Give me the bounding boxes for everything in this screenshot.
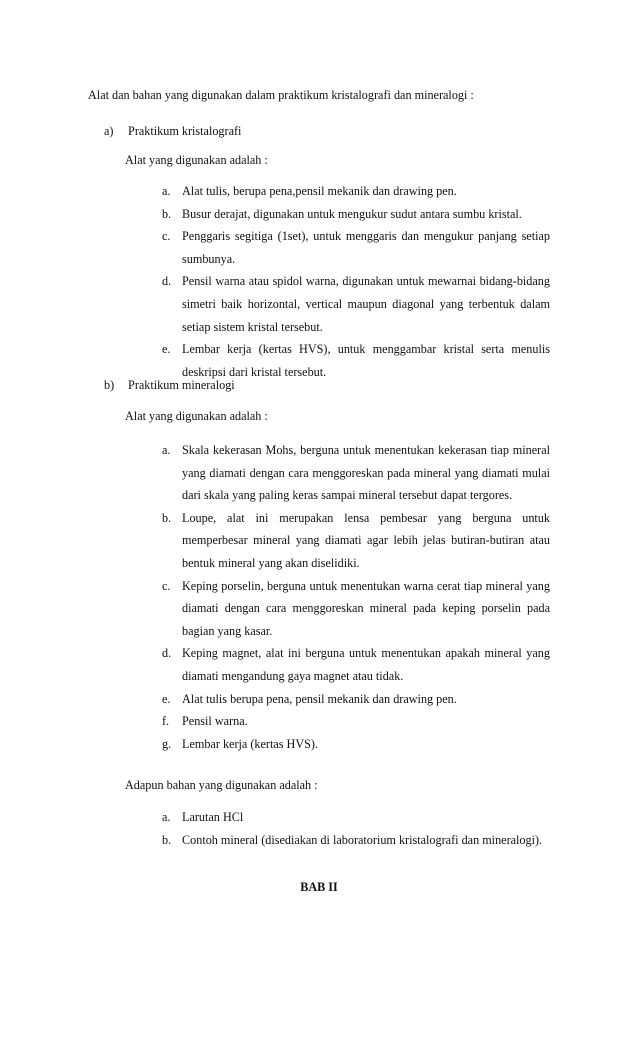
list-item: d. Keping magnet, alat ini berguna untuk menentukan apakah mineral yang diamati mengandung gaya magnet atau tidak. (162, 646, 550, 683)
list-item: b. Busur derajat, digunakan untuk mengukur sudut antara sumbu kristal. (162, 206, 522, 221)
list-item: g. Lembar kerja (kertas HVS). (162, 736, 319, 751)
list-item: c. Keping porselin, berguna untuk menentukan warna cerat tiap mineral yang diamati dengan cara menggoreskan mineral pada keping porselin pada bagian yang kasar. (162, 578, 550, 638)
list-item: e. Lembar kerja (kertas HVS), untuk menggambar kristal serta menulis deskripsi dari kristal tersebut. (162, 342, 550, 379)
materials-subtitle: Adapun bahan yang digunakan adalah : (125, 778, 318, 792)
list-item: a. Skala kekerasan Mohs, berguna untuk menentukan kekerasan tiap mineral yang diamati dengan cara menggoreskan pada mineral yang diamati mulai dari skala yang paling keras sampai mineral tersebut dapat tergores. (162, 443, 550, 503)
section-b-marker: b) (104, 378, 115, 392)
list-item: b. Contoh mineral (disediakan di laboratorium kristalografi dan mineralogi). (162, 832, 543, 847)
intro-paragraph: Alat dan bahan yang digunakan dalam praktikum kristalografi dan mineralogi : (88, 88, 474, 102)
materials-list (162, 806, 550, 851)
list-item: b. Loupe, alat ini merupakan lensa pembesar yang berguna untuk memperbesar mineral yang diamati agar lebih jelas butiran-butiran atau bentuk mineral yang akan diselidiki. (162, 510, 550, 570)
section-b-list (162, 439, 550, 755)
list-item: f. Pensil warna. (162, 714, 248, 729)
list-item: a. Larutan HCl (162, 810, 244, 824)
section-b-heading (104, 378, 235, 393)
section-a-subtitle: Alat yang digunakan adalah : (125, 153, 268, 167)
section-a-heading (104, 124, 241, 139)
list-item: e. Alat tulis berupa pena, pensil mekanik dan drawing pen. (162, 691, 457, 706)
section-a-marker: a) (104, 124, 114, 138)
section-a-title: Praktikum kristalografi (128, 124, 242, 138)
list-item: a. Alat tulis, berupa pena,pensil mekanik dan drawing pen. (162, 184, 457, 198)
list-item: c. Penggaris segitiga (1set), untuk menggaris dan mengukur panjang setiap sumbunya. (162, 229, 550, 266)
chapter-heading: BAB II (300, 880, 338, 894)
section-b-title: Praktikum mineralogi (128, 378, 235, 392)
section-b-subtitle: Alat yang digunakan adalah : (125, 409, 268, 423)
section-a-list (162, 180, 550, 383)
list-item: d. Pensil warna atau spidol warna, digunakan untuk mewarnai bidang-bidang simetri baik horizontal, vertical maupun diagonal yang terbentuk dalam setiap sistem kristal tersebut. (162, 274, 550, 334)
